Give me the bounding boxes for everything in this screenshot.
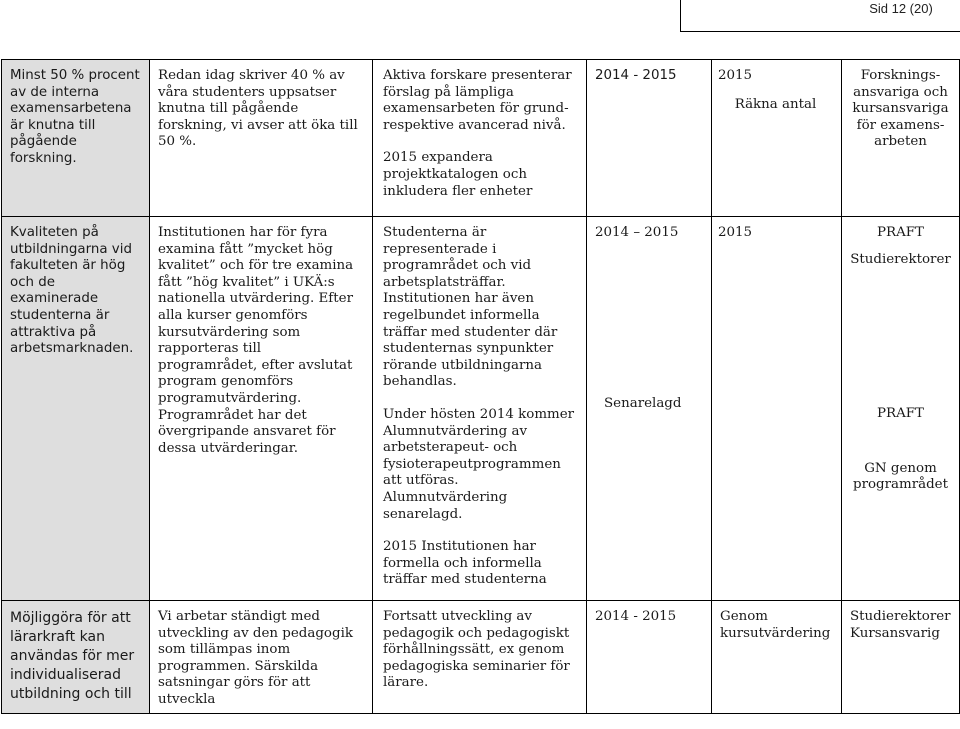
responsible-text: Studierektorer [850,609,951,624]
responsible-cell [842,601,960,714]
responsible-cell [842,60,960,217]
status-cell [150,60,373,217]
page-number: Sid 12 (20) [869,1,933,16]
activity-text: 2015 Institutionen har formella och informella träffar med studenterna [383,539,547,588]
goal-cell [2,60,150,217]
goal-text: Möjliggöra för att lärarkraft kan användas för mer individualiserad utbildning och till [10,610,135,702]
activity-text: Under hösten 2014 kommer Alumnutvärdering av arbetsterapeut- och fysioterapeutprogrammen att utföras. Alumnutvärdering senarelagd. [383,406,575,522]
followup-cell [712,60,842,217]
followup-text: Genom kursutvärdering [720,609,831,641]
activity-text: Aktiva forskare presenterar förslag på lämpliga examensarbeten för grund- respektive avancerad nivå. [383,68,572,133]
period-text: 2014 - 2015 [595,68,677,83]
status-text: Institutionen har för fyra examina fått ”mycket hög kvalitet” och för tre examina fått ”hög kvalitet” i UKÄ:s nationella utvärdering. Efter alla kurser genomförs kursutvärdering som rapporteras till programrådet, efter avslutat program genomförs programutvärdering. Programrådet har det övergripande ansvaret för dessa utvärderingar. [158,225,354,456]
activity-cell [373,60,587,217]
plan-table [1,59,960,714]
responsible-text: Forsknings- ansvariga och kursansvariga för examens- arbeten [852,68,949,150]
table-row [2,601,960,714]
goal-cell [2,601,150,714]
table-row [2,217,960,601]
table-row [2,60,960,217]
responsible-cell [842,217,960,601]
followup-text: Senarelagd [604,395,682,411]
period-text: 2014 - 2015 [595,609,677,624]
responsible-text: Kursansvarig [850,625,940,641]
responsible-text: PRAFT [877,406,924,422]
responsible-text: Studierektorer [850,251,951,267]
goal-text: Minst 50 % procent av de interna examensarbetena är knutna till pågående forskning. [10,68,140,166]
status-text: Redan idag skriver 40 % av våra studenters uppsatser knutna till pågående forskning, vi avser att öka till 50 %. [158,68,358,150]
responsible-text: PRAFT [877,225,924,240]
goal-cell [2,217,150,601]
status-text: Vi arbetar ständigt med utveckling av den pedagogik som tillämpas inom programmen. Särskilda satsningar görs för att utveckla [158,609,353,707]
followup-text: Räkna antal [734,96,817,112]
followup-year: 2015 [718,225,753,240]
page-number-box [680,0,960,32]
activity-text: Studenterna är representerade i programrådet och vid arbetsplatsträffar. Institutionen har även regelbundet informella träffar med studenter där studenternas synpunkter rörande utbildningarna behandlas. [383,225,558,390]
goal-text: Kvaliteten på utbildningarna vid fakulteten är hög och de examinerade studenterna är attraktiva på arbetsmarknaden. [10,225,134,357]
activity-text: 2015 expandera projektkatalogen och inkludera fler enheter [383,150,533,199]
activity-cell [373,601,587,714]
period-cell [587,601,712,714]
responsible-text: GN genom programrådet [853,460,948,493]
activity-text: Fortsatt utveckling av pedagogik och pedagogiskt förhållningssätt, ex genom pedagogiska seminarier för lärare. [383,609,570,691]
status-cell [150,601,373,714]
period-text: 2014 – 2015 [595,225,679,240]
status-cell [150,217,373,601]
followup-cell [712,601,842,714]
activity-cell [373,217,587,601]
period-cell [587,60,712,217]
followup-year: 2015 [718,68,753,83]
